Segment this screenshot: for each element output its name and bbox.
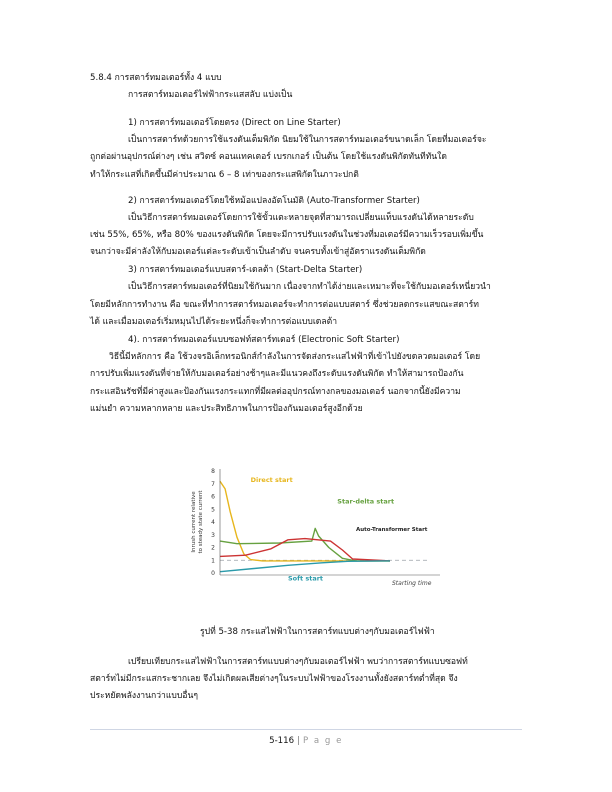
item-4-title: 4). การสตาร์ทมอเตอร์แบบซอฟท์สตาร์ทเตอร์ (Electronic Soft Starter) xyxy=(128,335,400,345)
y-tick-labels xyxy=(211,468,215,577)
series-label-soft-start: Soft start xyxy=(288,574,324,583)
y-tick-label: 3 xyxy=(211,531,215,539)
series-label-direct-start: Direct start xyxy=(250,475,293,484)
figure-caption: รูปที่ 5-38 กระแสไฟฟ้าในการสตาร์ทแบบต่างๆกับมอเตอร์ไฟฟ้า xyxy=(200,627,435,637)
item-2-line-1: เป็นวิธีการสตาร์ทมอเตอร์โดยการใช้ขั้วแตะหลายจุดที่สามารถเปลี่ยนแท็บแรงดันได้หลายระดับ xyxy=(128,213,474,223)
item-4-line-4: แม่นยำ ความหลากหลาย และประสิทธิภาพในการป้องกันมอเตอร์สูงอีกด้วย xyxy=(90,404,363,414)
y-tick-label: 1 xyxy=(211,557,215,565)
series-line-direct-start xyxy=(220,481,390,561)
section-heading: 5.8.4 การสตาร์ทมอเตอร์ทั้ง 4 แบบ xyxy=(90,73,222,83)
item-4-line-3: กระแสอินรัชที่มีค่าสูงและป้องกันแรงกระแทกที่มีผลต่ออุปกรณ์ทางกลของมอเตอร์ นอกจากนี้ยังมีความ xyxy=(90,387,461,397)
y-tick-label: 0 xyxy=(211,570,215,577)
page-label: P a g e xyxy=(303,736,343,746)
item-2-title: 2) การสตาร์ทมอเตอร์โดยใช้หม้อแปลงอัตโนมัติ (Auto-Transformer Starter) xyxy=(128,196,420,206)
y-tick-label: 7 xyxy=(211,480,215,488)
y-tick-label: 6 xyxy=(211,493,215,501)
section-intro: การสตาร์ทมอเตอร์ไฟฟ้ากระแสสลับ แบ่งเป็น xyxy=(128,90,293,100)
conclusion-line-2: สตาร์ทไม่มีกระแสกระชากเลย จึงไม่เกิดผลเสียต่างๆในระบบไฟฟ้าของโรงงานทั้งยังสตาร์ทต่ำที่สุด จึง xyxy=(90,674,458,684)
series-label-star-delta-start: Star-delta start xyxy=(337,497,395,506)
item-1-title: 1) การสตาร์ทมอเตอร์โดยตรง (Direct on Line Starter) xyxy=(128,118,341,128)
item-3-line-1: เป็นวิธีการสตาร์ทมอเตอร์ที่นิยมใช้กันมาก เนื่องจากทำได้ง่ายและเหมาะที่จะใช้กับมอเตอร์เหนี่ยวนำ xyxy=(128,282,491,292)
y-tick-label: 5 xyxy=(211,506,215,514)
item-3-line-2: โดยมีหลักการทำงาน คือ ขณะที่ทำการสตาร์ทมอเตอร์จะทำการต่อแบบสตาร์ ซึ่งช่วยลดกระแสขณะสตาร์ท xyxy=(90,300,479,310)
x-axis-label: Starting time xyxy=(392,580,432,587)
series-line-soft-start xyxy=(220,561,390,572)
page-separator: | xyxy=(297,736,300,746)
starting-current-chart xyxy=(180,463,448,605)
y-tick-label: 4 xyxy=(211,519,215,526)
y-tick-label: 8 xyxy=(211,468,215,475)
y-tick-label: 2 xyxy=(211,544,215,552)
page-footer xyxy=(0,736,612,746)
conclusion-line-3: ประหยัดพลังงานกว่าแบบอื่นๆ xyxy=(90,691,198,701)
item-3-title: 3) การสตาร์ทมอเตอร์แบบสตาร์-เดลต้า (Start-Delta Starter) xyxy=(128,265,363,275)
item-2-line-2: เช่น 55%, 65%, หรือ 80% ของแรงดันพิกัด โดยจะมีการปรับแรงดันในช่วงที่มอเตอร์มีความเร็วรอบเพิ่มขึ้น xyxy=(90,230,484,240)
conclusion-line-1: เปรียบเทียบกระแสไฟฟ้าในการสตาร์ทแบบต่างๆกับมอเตอร์ไฟฟ้า พบว่าการสตาร์ทแบบซอฟท์ xyxy=(128,657,468,667)
item-3-line-3: ได้ และเมื่อมอเตอร์เริ่มหมุนไปได้ระยะหนึ่งก็จะทำการต่อแบบเดลต้า xyxy=(90,317,338,327)
item-1-line-2: ถูกต่อผ่านอุปกรณ์ต่างๆ เช่น สวิตซ์ คอนแทคเตอร์ เบรกเกอร์ เป็นต้น โดยใช้แรงดันพิกัดทันทีทันใด xyxy=(90,152,447,162)
page-number: 5-116 xyxy=(269,736,295,746)
footer-rule xyxy=(90,729,522,730)
y-axis-label-line-2: to steady state current xyxy=(198,490,204,554)
item-2-line-3: จนกว่าจะมีค่าลังให้กับมอเตอร์แต่ละระดับเข้าเป็นลำดับ จนครบทั้งเข้าสู่อัตราแรงดันเต็มพิกัด xyxy=(90,247,426,257)
item-1-line-1: เป็นการสตาร์ทด้วยการใช้แรงดันเต็มพิกัด นิยมใช้ในการสตาร์ทมอเตอร์ขนาดเล็ก โดยที่มอเตอร์จะ xyxy=(128,135,487,145)
series-label-auto-transformer-start: Auto-Transformer Start xyxy=(356,526,428,533)
item-4-line-2: การปรับเพิ่มแรงดันที่จ่ายให้กับมอเตอร์อย่างช้าๆและมีแนวคงถึงระดับแรงดันพิกัด ทำให้สามารถป้องกัน xyxy=(90,369,464,379)
y-axis-label-line-1: Inrush current relative xyxy=(191,491,197,553)
item-4-line-1: วิธีนี้มีหลักการ คือ ใช้วงจรอิเล็กทรอนิกส์กำลังในการจัดส่งกระแสไฟฟ้าที่เข้าไปยังขดลวดมอเตอร์ โดย xyxy=(109,352,481,362)
item-1-line-3: ทำให้กระแสที่เกิดขึ้นมีค่าประมาณ 6 – 8 เท่าของกระแสพิกัดในภาวะปกติ xyxy=(90,170,359,180)
